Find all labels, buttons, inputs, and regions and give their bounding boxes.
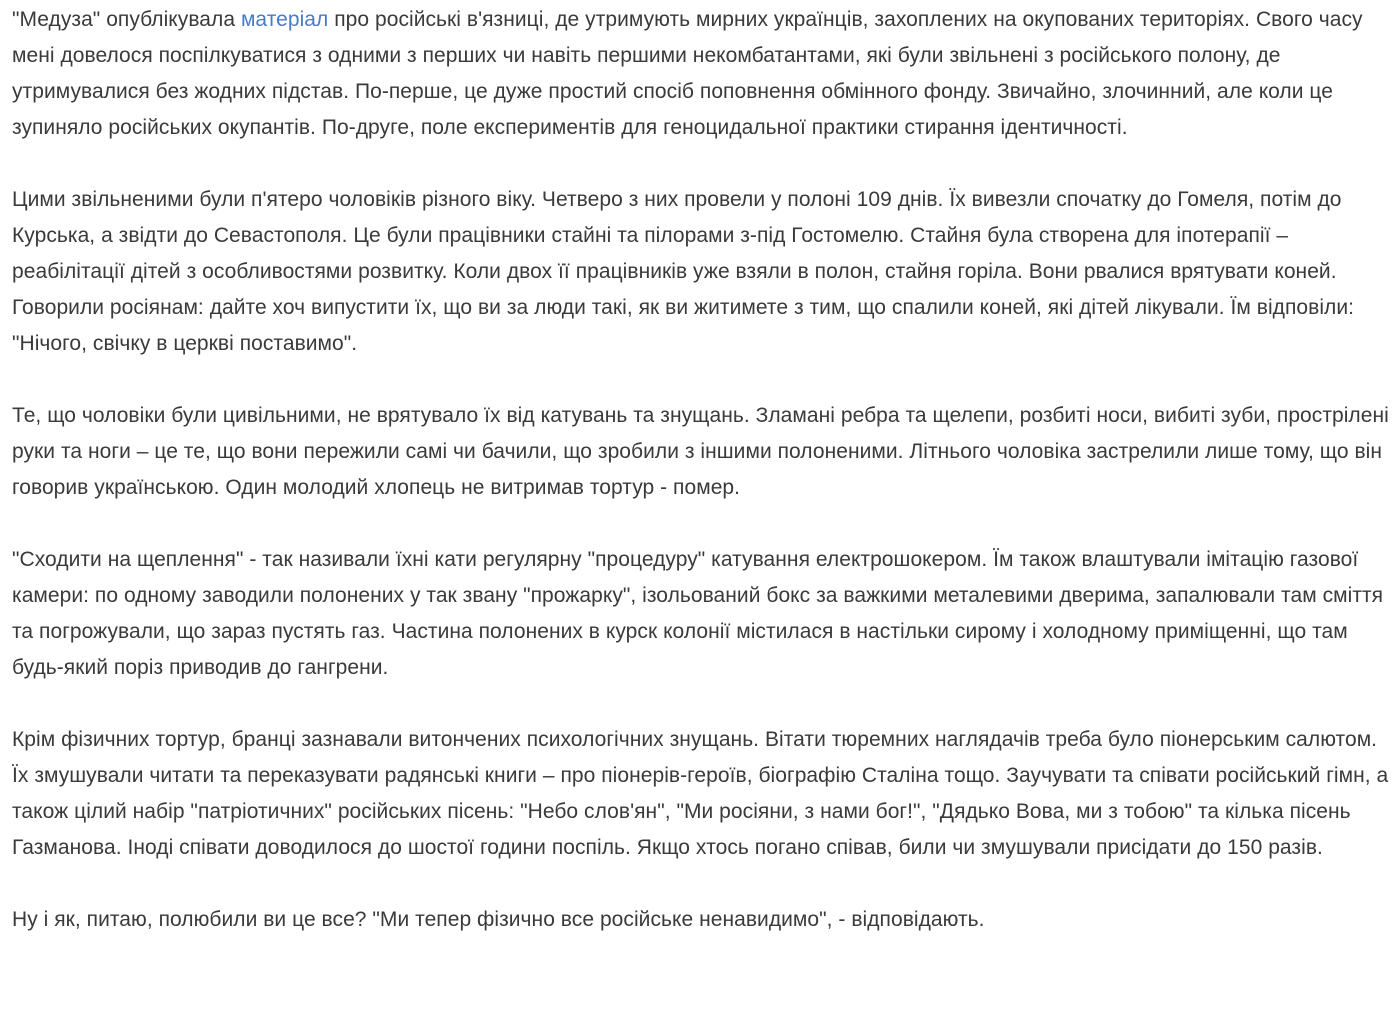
paragraph-1 bbox=[12, 2, 1394, 146]
paragraph-4: "Сходити на щеплення" - так називали їхні кати регулярну "процедуру" катування електрошокером. Їм також влаштували імітацію газової камери: по одному заводили полонених у так звану "прожарку", ізольований бокс за важкими металевими дверима, запалювали там сміття та погрожували, що зараз пустять газ. Частина полонених в курск колонії містилася в настільки сирому і холодному приміщенні, що там будь-який поріз приводив до гангрени. bbox=[12, 548, 1384, 679]
paragraph-3: Те, що чоловіки були цивільними, не врятувало їх від катувань та знущань. Зламані ребра та щелепи, розбиті носи, вибиті зуби, прострілені руки та ноги – це те, що вони пережили самі чи бачили, що зробили з іншими полоненими. Літнього чоловіка застрелили лише тому, що він говорив українською. Один молодий хлопець не витримав тортур - помер. bbox=[12, 404, 1389, 499]
paragraph-5: Крім фізичних тортур, бранці зазнавали витончених психологічних знущань. Вітати тюремних наглядачів треба було піонерським салютом. Їх змушували читати та переказувати радянські книги – про піонерів-героїв, біографію Сталіна тощо. Заучувати та співати російський гімн, а також цілий набір "патріотичних" російських пісень: "Небо слов'ян", "Ми росіяни, з нами бог!", "Дядько Вова, ми з тобою" та кілька пісень Газманова. Іноді співати доводилося до шостої години поспіль. Якщо хтось погано співав, били чи змушували присідати до 150 разів. bbox=[12, 728, 1389, 859]
material-link[interactable]: матеріал bbox=[240, 8, 329, 31]
paragraph-1-rest: про російські в'язниці, де утримують мирних українців, захоплених на окупованих територіях. Свого часу мені довелося поспілкуватися з одними з перших чи навіть першими некомбатантами, які були звільнені з російського полону, де утримувалися без жодних підстав. По-перше, це дуже простий спосіб поповнення обмінного фонду. Звичайно, злочинний, але коли це зупиняло російських окупантів. По-друге, поле експериментів для геноцидальної практики стирання ідентичності. bbox=[12, 8, 1363, 139]
paragraph-2: Цими звільненими були п'ятеро чоловіків різного віку. Четверо з них провели у полоні 109 днів. Їх вивезли спочатку до Гомеля, потім до Курська, а звідти до Севастополя. Це були працівники стайні та пілорами з-під Гостомелю. Стайня була створена для іпотерапії – реабілітації дітей з особливостями розвитку. Коли двох її працівників уже взяли в полон, стайня горіла. Вони рвалися врятувати коней. Говорили росіянам: дайте хоч випустити їх, що ви за люди такі, як ви житимете з тим, що спалили коней, які дітей лікували. Їм відповіли: "Нічого, свічку в церкві поставимо". bbox=[12, 188, 1355, 355]
paragraph-6: Ну і як, питаю, полюбили ви це все? "Ми тепер фізично все російське ненавидимо", - відповідають. bbox=[12, 908, 985, 931]
paragraph-1-lead: "Медуза" опублікувала bbox=[12, 8, 241, 31]
